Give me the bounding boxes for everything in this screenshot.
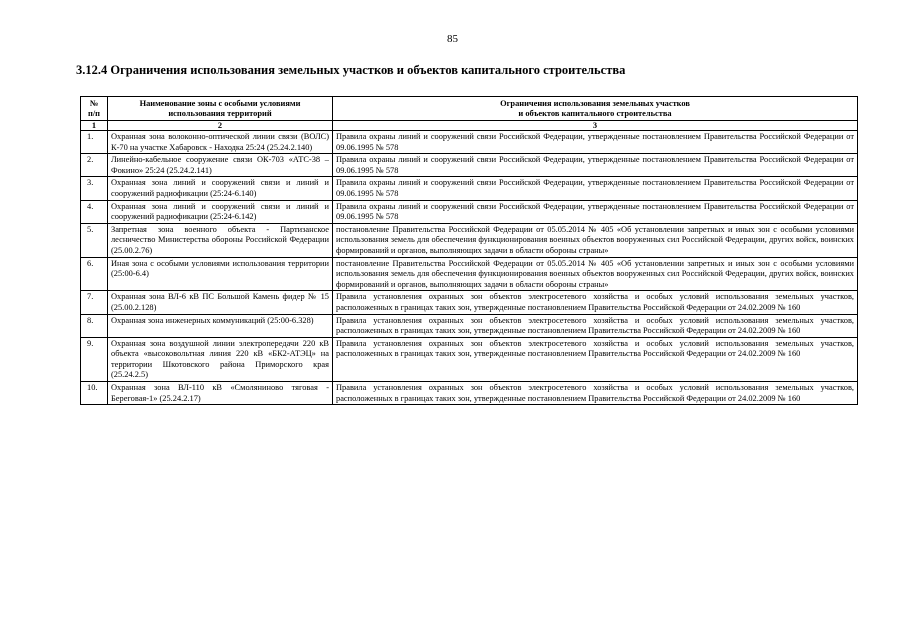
column-number: 2: [108, 121, 333, 131]
restriction-cell: Правила охраны линий и сооружений связи Российской Федерации, утвержденные постановлением Правительства Российской Федерации от 09.06.1995 № 578: [333, 131, 858, 154]
restriction-cell: Правила охраны линий и сооружений связи Российской Федерации, утвержденные постановлением Правительства Российской Федерации от 09.06.1995 № 578: [333, 200, 858, 223]
row-number: 7.: [81, 291, 108, 314]
row-number: 5.: [81, 223, 108, 257]
table-row: [81, 154, 858, 177]
restriction-cell: постановление Правительства Российской Федерации от 05.05.2014 № 405 «Об установлении запретных и иных зон с особыми условиями использования земель для обеспечения функционирования военных объектов вооруженных сил Российской Федерации, других войск, воинских формирований и органов, выполняющих задачи в области обороны страны»: [333, 223, 858, 257]
section-title: 3.12.4 Ограничения использования земельных участков и объектов капитального строительства: [76, 63, 626, 77]
row-number: 10.: [81, 382, 108, 405]
zone-name-cell: Охранная зона волоконно-оптической линии связи (ВОЛС) К-70 на участке Хабаровск - Находка 25:24 (25.24.2.140): [108, 131, 333, 154]
restriction-cell: Правила установления охранных зон объектов электросетевого хозяйства и особых условий использования земельных участков, расположенных в границах таких зон, утвержденные постановлением Правительства Российской Федерации от 24.02.2009 № 160: [333, 382, 858, 405]
table-row: [81, 131, 858, 154]
header-restr-line2: и объектов капитального строительства: [518, 108, 672, 118]
table-row: [81, 200, 858, 223]
row-number: 4.: [81, 200, 108, 223]
header-num-line2: п/п: [88, 108, 100, 118]
zone-name-cell: Иная зона с особыми условиями использования территории (25:00-6.4): [108, 257, 333, 291]
table-row: [81, 177, 858, 200]
restriction-cell: Правила установления охранных зон объектов электросетевого хозяйства и особых условий использования земельных участков, расположенных в границах таких зон, утвержденные постановлением Правительства Российской Федерации от 24.02.2009 № 160: [333, 314, 858, 337]
column-number-row: [81, 121, 858, 131]
restrictions-table: [80, 96, 858, 405]
row-number: 1.: [81, 131, 108, 154]
restriction-cell: постановление Правительства Российской Федерации от 05.05.2014 № 405 «Об установлении запретных и иных зон с особыми условиями использования земель для обеспечения функционирования военных объектов вооруженных сил Российской Федерации, других войск, воинских формирований и органов, выполняющих задачи в области обороны страны»: [333, 257, 858, 291]
header-restr-line1: Ограничения использования земельных участков: [500, 98, 690, 108]
zone-name-cell: Охранная зона инженерных коммуникаций (25:00-6.328): [108, 314, 333, 337]
row-number: 8.: [81, 314, 108, 337]
header-zone-line2: использования территорий: [168, 108, 272, 118]
header-zone-line1: Наименование зоны с особыми условиями: [139, 98, 301, 108]
zone-name-cell: Линейно-кабельное сооружение связи ОК-703 «АТС-38 – Фокино» 25:24 (25.24.2.141): [108, 154, 333, 177]
zone-name-cell: Охранная зона линий и сооружений связи и линий и сооружений радиофикации (25:24-6.140): [108, 177, 333, 200]
header-restriction: [333, 97, 858, 121]
zone-name-cell: Охранная зона линий и сооружений связи и линий и сооружений радиофикации (25:24-6.142): [108, 200, 333, 223]
zone-name-cell: Охранная зона ВЛ-110 кВ «Смоляниново тяговая - Береговая-1» (25.24.2.17): [108, 382, 333, 405]
restriction-cell: Правила установления охранных зон объектов электросетевого хозяйства и особых условий использования земельных участков, расположенных в границах таких зон, утвержденные постановлением Правительства Российской Федерации от 24.02.2009 № 160: [333, 337, 858, 381]
header-zone: [108, 97, 333, 121]
row-number: 3.: [81, 177, 108, 200]
zone-name-cell: Охранная зона ВЛ-6 кВ ПС Большой Камень фидер № 15 (25.00.2.128): [108, 291, 333, 314]
zone-name-cell: Охранная зона воздушной линии электропередачи 220 кВ объекта «высоковольтная линия 220 кВ «БК2-АТЭЦ» на территории Шкотовского района Приморского края (25.24.2.5): [108, 337, 333, 381]
row-number: 2.: [81, 154, 108, 177]
row-number: 6.: [81, 257, 108, 291]
table-row: [81, 337, 858, 381]
restriction-cell: Правила установления охранных зон объектов электросетевого хозяйства и особых условий использования земельных участков, расположенных в границах таких зон, утвержденные постановлением Правительства Российской Федерации от 24.02.2009 № 160: [333, 291, 858, 314]
zone-name-cell: Запретная зона военного объекта - Партизанское лесничество Министерства обороны Российской Федерации (25.00.2.76): [108, 223, 333, 257]
table-row: [81, 382, 858, 405]
table-row: [81, 223, 858, 257]
table-body: [81, 121, 858, 405]
header-num-line1: №: [89, 98, 99, 108]
table-row: [81, 257, 858, 291]
restriction-cell: Правила охраны линий и сооружений связи Российской Федерации, утвержденные постановлением Правительства Российской Федерации от 09.06.1995 № 578: [333, 177, 858, 200]
table-header-row: [81, 97, 858, 121]
column-number: 3: [333, 121, 858, 131]
row-number: 9.: [81, 337, 108, 381]
column-number: 1: [81, 121, 108, 131]
restriction-cell: Правила охраны линий и сооружений связи Российской Федерации, утвержденные постановлением Правительства Российской Федерации от 09.06.1995 № 578: [333, 154, 858, 177]
page-number: 85: [447, 33, 458, 45]
table-row: [81, 314, 858, 337]
header-num: [81, 97, 108, 121]
table-row: [81, 291, 858, 314]
